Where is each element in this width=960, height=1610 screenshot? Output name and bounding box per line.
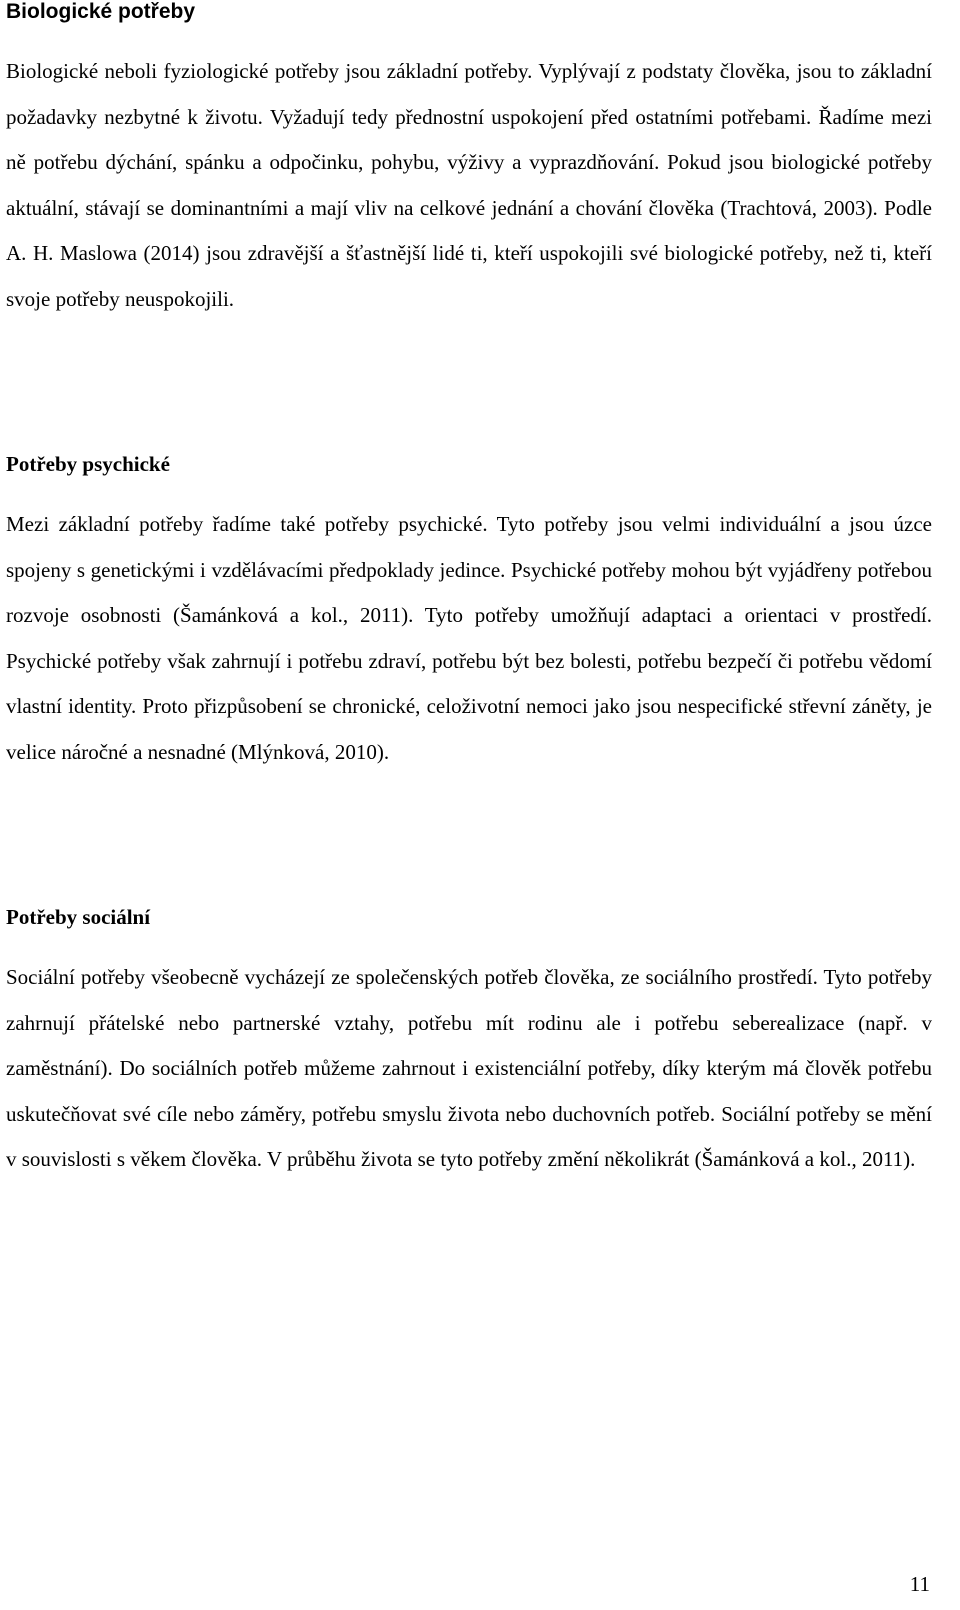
section-heading-social: Potřeby sociální [6,905,151,929]
section-heading-biological: Biologické potřeby [6,0,196,23]
page-number: 11 [909,1572,930,1596]
section-paragraph-psychological: Mezi základní potřeby řadíme také potřeby psychické. Tyto potřeby jsou velmi individuální a jsou úzce spojeny s genetickými i vzdělávacími předpoklady jedince. Psychické potřeby mohou být vyjádřeny potřebou rozvoje osobnosti (Šamánková a kol., 2011). Tyto potřeby umožňují adaptaci a orientaci v prostředí. Psychické potřeby však zahrnují i potřebu zdraví, potřebu být bez bolesti, potřebu bezpečí či potřebu vědomí vlastní identity. Proto přizpůsobení se chronické, celoživotní nemoci jako jsou nespecifické střevní záněty, je velice náročné a nesnadné (Mlýnková, 2010). [6,512,932,764]
section-paragraph-social: Sociální potřeby všeobecně vycházejí ze společenských potřeb člověka, ze sociálního prostředí. Tyto potřeby zahrnují přátelské nebo partnerské vztahy, potřebu mít rodinu ale i potřebu seberealizace (např. v zaměstnání). Do sociálních potřeb můžeme zahrnout i existenciální potřeby, díky kterým má člověk potřebu uskutečňovat své cíle nebo záměry, potřebu smyslu života nebo duchovních potřeb. Sociální potřeby se mění v souvislosti s věkem člověka. V průběhu života se tyto potřeby změní několikrát (Šamánková a kol., 2011). [6,965,932,1171]
section-heading-psychological: Potřeby psychické [6,452,170,476]
section-paragraph-biological: Biologické neboli fyziologické potřeby jsou základní potřeby. Vyplývají z podstaty člověka, jsou to základní požadavky nezbytné k životu. Vyžadují tedy přednostní uspokojení před ostatními potřebami. Řadíme mezi ně potřebu dýchání, spánku a odpočinku, pohybu, výživy a vyprazdňování. Pokud jsou biologické potřeby aktuální, stávají se dominantními a mají vliv na celkové jednání a chování člověka (Trachtová, 2003). Podle A. H. Maslowa (2014) jsou zdravější a šťastnější lidé ti, kteří uspokojili své biologické potřeby, než ti, kteří svoje potřeby neuspokojili. [6,59,932,311]
